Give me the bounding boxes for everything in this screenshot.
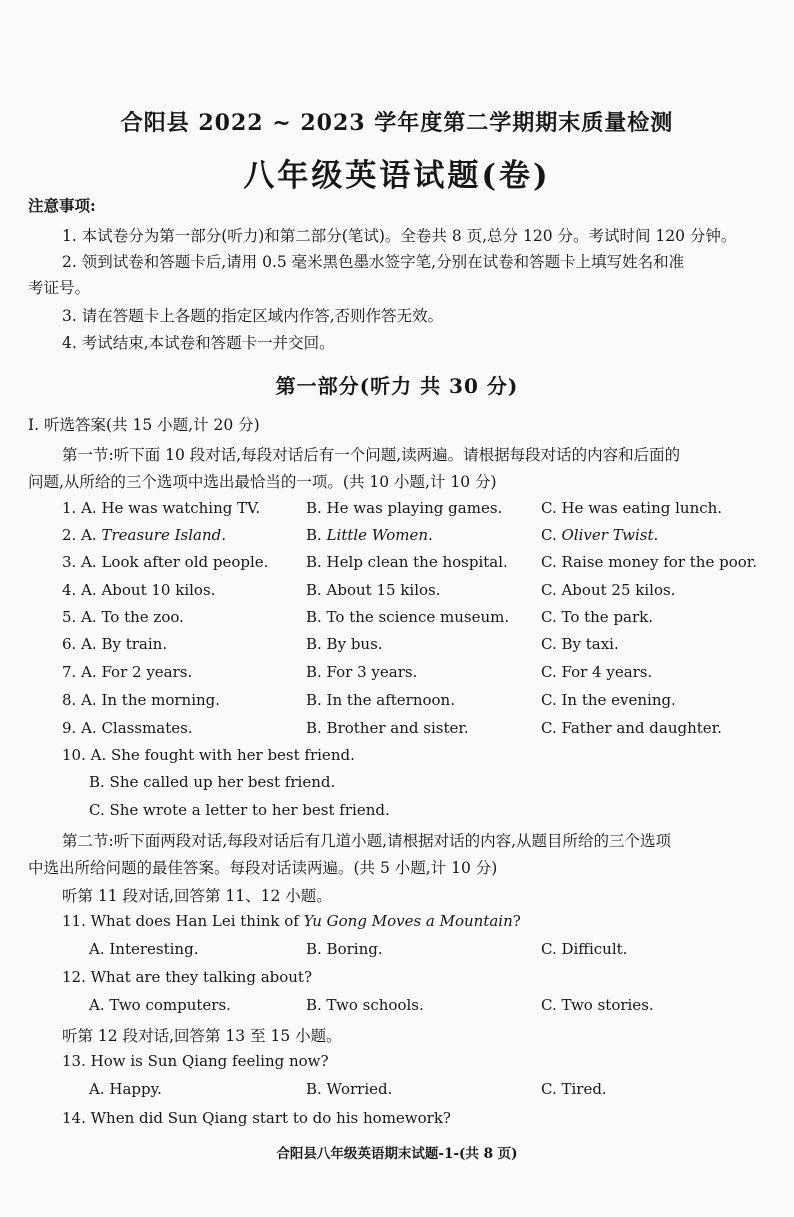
note-item-3: 3. 请在答题卡上各题的指定区域内作答,否则作答无效。	[62, 307, 444, 325]
q4-option-a: 4. A. About 10 kilos.	[62, 581, 216, 599]
q7-option-a: 7. A. For 2 years.	[62, 663, 193, 681]
q7-option-b: B. For 3 years.	[306, 663, 418, 681]
q2-option-c: C. Oliver Twist.	[541, 526, 659, 544]
q12-stem: 12. What are they talking about?	[62, 968, 312, 986]
dialog12-intro: 听第 12 段对话,回答第 13 至 15 小题。	[62, 1027, 342, 1045]
q11-option-b: B. Boring.	[306, 940, 383, 958]
sub1-instruction-line1: 第一节:听下面 10 段对话,每段对话后有一个问题,读两遍。请根据每段对话的内容和后面的	[62, 446, 681, 464]
q6-option-a: 6. A. By train.	[62, 635, 168, 653]
q1-option-a: 1. A. He was watching TV.	[62, 499, 261, 517]
q6-option-b: B. By bus.	[306, 635, 383, 653]
q13-option-c: C. Tired.	[541, 1080, 607, 1098]
q12-option-b: B. Two schools.	[306, 996, 424, 1014]
q8-option-b: B. In the afternoon.	[306, 691, 455, 709]
note-item-4: 4. 考试结束,本试卷和答题卡一并交回。	[62, 334, 335, 352]
q9-option-c: C. Father and daughter.	[541, 719, 722, 737]
q11-option-c: C. Difficult.	[541, 940, 628, 958]
q8-option-a: 8. A. In the morning.	[62, 691, 221, 709]
sub2-instruction-line1: 第二节:听下面两段对话,每段对话后有几道小题,请根据对话的内容,从题目所给的三个选项	[62, 832, 672, 850]
sub1-instruction-line2: 问题,从所给的三个选项中选出最恰当的一项。(共 10 小题,计 10 分)	[28, 473, 497, 491]
q12-option-c: C. Two stories.	[541, 996, 654, 1014]
q5-option-c: C. To the park.	[541, 608, 654, 626]
q10-option-c: C. She wrote a letter to her best friend.	[89, 801, 390, 819]
q3-option-c: C. Raise money for the poor.	[541, 553, 758, 571]
q2-option-a: 2. A. Treasure Island.	[62, 526, 227, 544]
note-item-1: 1. 本试卷分为第一部分(听力)和第二部分(笔试)。全卷共 8 页,总分 120 分。考试时间 120 分钟。	[62, 227, 737, 245]
notes-heading: 注意事项:	[28, 196, 96, 215]
q3-option-a: 3. A. Look after old people.	[62, 553, 269, 571]
q13-option-b: B. Worried.	[306, 1080, 393, 1098]
q1-option-c: C. He was eating lunch.	[541, 499, 723, 517]
sub2-instruction-line2: 中选出所给问题的最佳答案。每段对话读两遍。(共 5 小题,计 10 分)	[28, 859, 498, 877]
q9-option-b: B. Brother and sister.	[306, 719, 469, 737]
exam-title-line1: 合阳县 2022 ~ 2023 学年度第二学期期末质量检测	[120, 110, 674, 136]
page-footer: 合阳县八年级英语期末试题-1-(共 8 页)	[276, 1146, 518, 1162]
q13-option-a: A. Happy.	[89, 1080, 162, 1098]
note-item-2-cont: 考证号。	[28, 279, 91, 297]
q3-option-b: B. Help clean the hospital.	[306, 553, 508, 571]
q1-option-b: B. He was playing games.	[306, 499, 503, 517]
q7-option-c: C. For 4 years.	[541, 663, 653, 681]
part1-title: 第一部分(听力 共 30 分)	[275, 374, 519, 398]
q2-option-b: B. Little Women.	[306, 526, 433, 544]
q12-option-a: A. Two computers.	[89, 996, 231, 1014]
q10-option-a: 10. A. She fought with her best friend.	[62, 746, 355, 764]
q9-option-a: 9. A. Classmates.	[62, 719, 193, 737]
dialog11-intro: 听第 11 段对话,回答第 11、12 小题。	[62, 887, 332, 905]
q11-stem: 11. What does Han Lei think of Yu Gong Moves a Mountain?	[62, 912, 521, 930]
q8-option-c: C. In the evening.	[541, 691, 676, 709]
exam-title-line2: 八年级英语试题(卷)	[243, 158, 551, 194]
q5-option-a: 5. A. To the zoo.	[62, 608, 184, 626]
q6-option-c: C. By taxi.	[541, 635, 619, 653]
q4-option-c: C. About 25 kilos.	[541, 581, 676, 599]
q13-stem: 13. How is Sun Qiang feeling now?	[62, 1052, 329, 1070]
note-item-2: 2. 领到试卷和答题卡后,请用 0.5 毫米黑色墨水签字笔,分别在试卷和答题卡上填写姓名和准	[62, 253, 685, 271]
q10-option-b: B. She called up her best friend.	[89, 773, 336, 791]
section1-heading: I. 听选答案(共 15 小题,计 20 分)	[28, 416, 260, 434]
q11-option-a: A. Interesting.	[89, 940, 199, 958]
q4-option-b: B. About 15 kilos.	[306, 581, 441, 599]
q14-stem: 14. When did Sun Qiang start to do his homework?	[62, 1109, 451, 1127]
q5-option-b: B. To the science museum.	[306, 608, 510, 626]
